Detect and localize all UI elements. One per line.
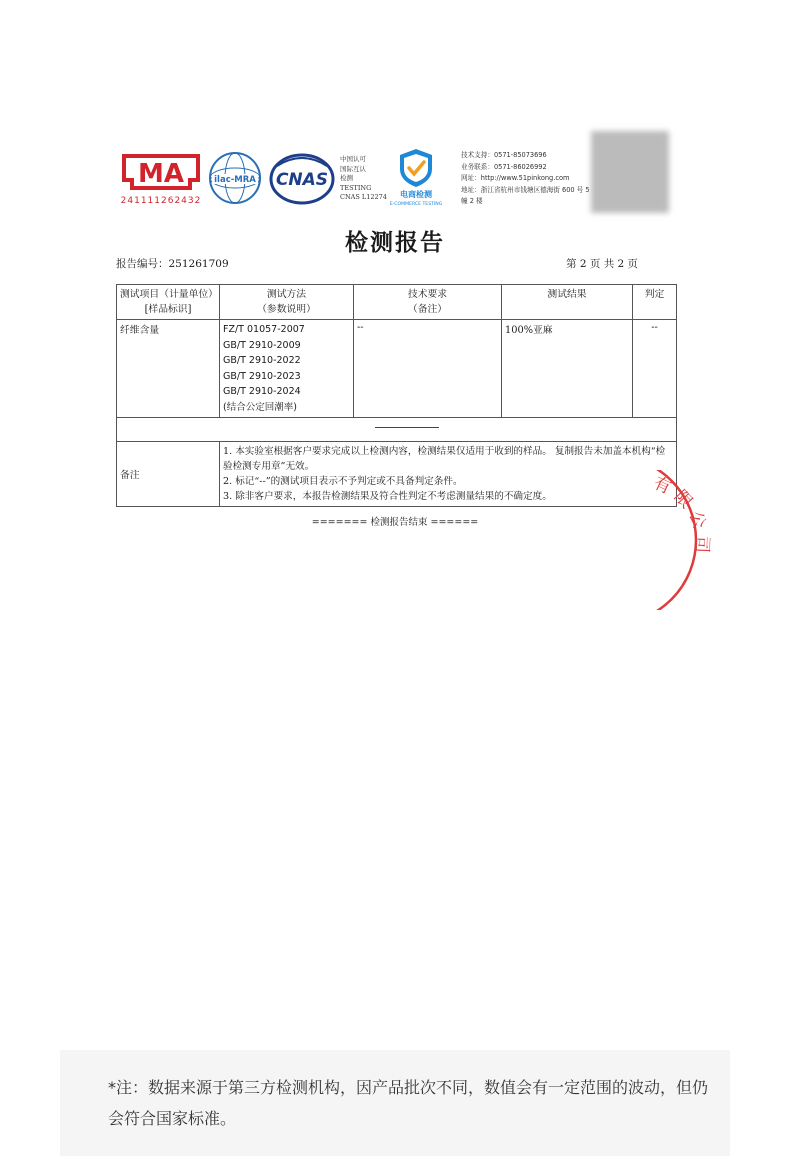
accreditation-text [340,155,388,203]
contact-line: 技术支持：0571-85073696 [461,151,547,159]
report-title: 检测报告 [345,229,445,256]
table-row [117,320,677,418]
remarks-row [117,442,677,507]
method-line: (结合公定回潮率) [223,401,297,413]
cell-test-methods [220,320,354,418]
contact-line: 地址：浙江省杭州市钱塘区德海街 600 号 5 [461,185,590,194]
contact-line: 幢 2 楼 [461,197,483,205]
cert-line: 国际互认 [340,164,366,173]
cell-result: 100%亚麻 [502,320,633,418]
ilac-mra-logo [208,151,262,205]
spacer-divider [375,427,439,428]
header-test-item [117,285,220,320]
header-line: 技术要求 [407,289,448,300]
contact-info [461,150,593,208]
ecom-name: 电商检测 [400,190,432,199]
remark-item: 3. 除非客户要求，本报告检测结果及符合性判定不考虑测量结果的不确定度。 [223,491,552,502]
header-line: 测试结果 [547,289,587,300]
remarks-content [220,442,677,507]
method-line: GB/T 2910-2024 [223,386,301,397]
cnas-text: CNAS [275,170,329,190]
method-line: FZ/T 01057-2007 [223,324,305,335]
seal-text: 有限公司 [650,473,713,560]
cert-line: 中国认可 [340,155,366,163]
header-line: （参数说明） [257,304,316,315]
header-result [502,285,633,320]
header-test-method [220,285,354,320]
cell-requirement: -- [354,320,502,418]
cma-logo [120,150,202,208]
svg-text:有限公司 [650,473,712,559]
contact-line: 网址：http://www.51pinkong.com [461,174,570,182]
footer-note: *注：数据来源于第三方检测机构，因产品批次不同，数值会有一定范围的波动，但仍会符合国家标准。 [108,1078,709,1128]
cert-line: CNAS L12274 [340,193,387,201]
ilac-text: ilac-MRA [214,175,256,185]
cert-line: 检测 [340,174,353,182]
spacer-cell [117,418,677,442]
report-number: 报告编号：251261709 [116,258,229,270]
ecom-subtitle: E-COMMERCE TESTING [389,202,443,207]
method-line: GB/T 2910-2009 [223,339,301,351]
company-seal [612,470,722,610]
remark-item: 2. 标记“--”的测试项目表示不予判定或不具备判定条件。 [223,476,463,487]
cert-line: TESTING [340,183,372,192]
page-number: 第 2 页 共 2 页 [566,258,639,270]
blurred-qr-code [591,131,669,213]
table-spacer-row [117,418,677,442]
header-line: （备注） [407,304,448,315]
header-line: 测试项目（计量单位） [120,289,218,300]
ecommerce-testing-logo [384,147,448,207]
method-line: GB/T 2910-2022 [223,355,301,366]
contact-line: 业务联系：0571-86026992 [461,162,547,171]
cnas-logo [269,152,335,206]
header-line: 判定 [644,289,665,300]
remark-item: 1. 本实验室根据客户要求完成以上检测内容，检测结果仅适用于收到的样品。 复制报告未加盖本机构“检验检测专用章”无效。 [223,446,666,472]
header-line: 测试方法 [266,289,307,300]
test-result-table [116,284,677,507]
cma-number: 241111262432 [120,196,202,206]
remarks-label: 备注 [117,442,220,507]
method-line: GB/T 2910-2023 [223,370,301,382]
header-requirement [354,285,502,320]
cell-test-item: 纤维含量 [117,320,220,418]
table-header-row [117,285,677,320]
cma-logo-text: MA [138,159,184,189]
report-end-marker: ======= 检测报告结束 ====== [311,517,479,528]
header-judgement [633,285,677,320]
cell-judgement: -- [633,320,677,418]
header-line: [样品标识] [144,304,192,315]
